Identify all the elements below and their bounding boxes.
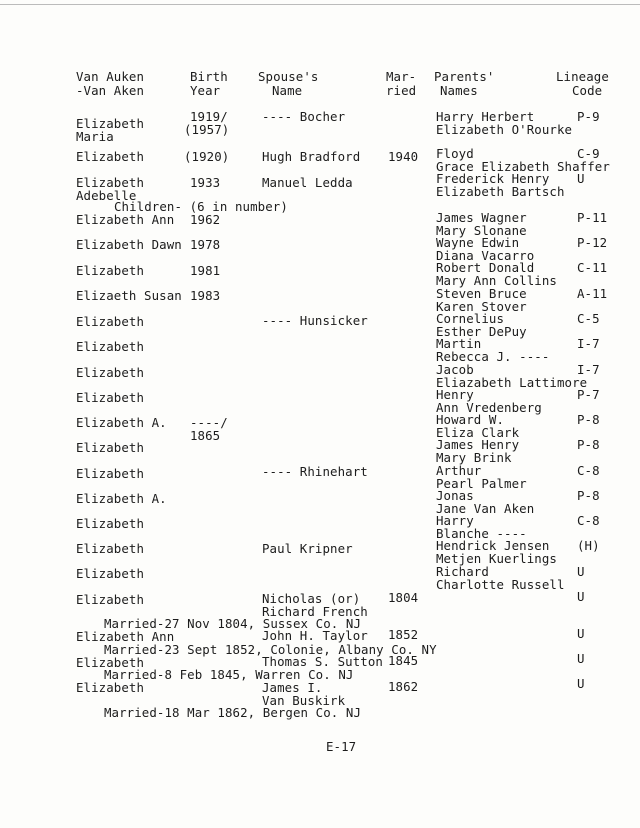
entry-parents-name: Ann Vredenberg: [436, 400, 542, 415]
entry-spouse-name: Thomas S. Sutton: [262, 654, 383, 669]
header-birth: Birth: [190, 69, 228, 84]
entry-birth-year: 1981: [190, 263, 221, 278]
marriage-note: Married-18 Mar 1862, Bergen Co. NJ: [104, 705, 362, 720]
entry-name: Elizabeth Dawn: [76, 237, 182, 252]
header-parents: Parents': [434, 69, 495, 84]
entry-parents-name: Elizabeth Bartsch: [436, 184, 565, 199]
entry-name: Elizabeth: [76, 566, 145, 581]
header-birth-line2: Year: [190, 83, 221, 98]
entry-spouse-name: ---- Hunsicker: [262, 313, 368, 328]
entry-parents-name: Metjen Kuerlings: [436, 551, 557, 566]
entry-name: Elizabeth: [76, 339, 145, 354]
header-married-line2: ried: [386, 83, 417, 98]
entry-name: Elizabeth: [76, 655, 145, 670]
entry-birth-year: (1920): [184, 149, 230, 164]
header-parents-line2: Names: [440, 83, 478, 98]
entry-parents-name: Pearl Palmer: [436, 476, 527, 491]
entry-name: Elizabeth: [76, 516, 145, 531]
entry-name: Elizabeth: [76, 149, 145, 164]
entry-name: Elizabeth: [76, 680, 145, 695]
marriage-note: Married-27 Nov 1804, Sussex Co. NJ: [104, 616, 362, 631]
entry-spouse-name: ---- Bocher: [262, 109, 346, 124]
entry-lineage-code: P-9: [577, 109, 600, 124]
entry-parents-name: Robert Donald: [436, 260, 535, 275]
page-number: E-17: [326, 739, 357, 754]
entry-name: Elizabeth: [76, 390, 145, 405]
entry-parents-name: Harry Herbert: [436, 109, 535, 124]
entry-name: Elizabeth A.: [76, 491, 167, 506]
header-spouse: Spouse's: [258, 69, 319, 84]
entry-lineage-code: U: [577, 676, 585, 691]
entry-married-year: 1845: [388, 653, 419, 668]
entry-parents-name: Eliazabeth Lattimore: [436, 375, 588, 390]
entry-married-year: 1852: [388, 627, 419, 642]
entry-name: Elizabeth: [76, 541, 145, 556]
entry-parents-name: Mary Ann Collins: [436, 273, 557, 288]
entry-birth-year: 1983: [190, 288, 221, 303]
entry-parents-name: Mary Slonane: [436, 223, 527, 238]
entry-lineage-code: P-8: [577, 412, 600, 427]
marriage-note: Married-23 Sept 1852, Colonie, Albany Co. NY: [104, 642, 437, 657]
entry-name: Elizabeth: [76, 440, 145, 455]
entry-name: Elizabeth Ann: [76, 629, 175, 644]
entry-parents-name: Martin: [436, 336, 482, 351]
entry-lineage-code: C-8: [577, 513, 600, 528]
entry-parents-name: Steven Bruce: [436, 286, 527, 301]
children-note: Children- (6 in number): [114, 199, 288, 214]
entry-parents-name: Elizabeth O'Rourke: [436, 122, 573, 137]
entry-name: Elizabeth: [76, 175, 145, 190]
entry-spouse-name: Richard French: [262, 604, 368, 619]
header-van-auken-line2: -Van Aken: [76, 83, 145, 98]
entry-spouse-name: Paul Kripner: [262, 541, 353, 556]
entry-spouse-name: James I.: [262, 680, 323, 695]
entry-parents-name: Karen Stover: [436, 299, 527, 314]
entry-parents-name: Jacob: [436, 362, 474, 377]
entry-lineage-code: C-9: [577, 146, 600, 161]
entry-parents-name: Charlotte Russell: [436, 577, 565, 592]
entry-name: Elizabeth A.: [76, 415, 167, 430]
entry-birth-year: 1919/: [190, 109, 228, 124]
entry-spouse-name: Nicholas (or): [262, 591, 361, 606]
entry-name: Elizabeth: [76, 365, 145, 380]
entry-name: Elizaeth Susan: [76, 288, 182, 303]
entry-name: Maria: [76, 129, 114, 144]
entry-spouse-name: Van Buskirk: [262, 693, 346, 708]
entry-lineage-code: P-7: [577, 387, 600, 402]
entry-parents-name: Rebecca J. ----: [436, 349, 550, 364]
entry-parents-name: Henry: [436, 387, 474, 402]
entry-lineage-code: U: [577, 589, 585, 604]
entry-married-year: 1940: [388, 149, 419, 164]
entry-lineage-code: U: [577, 564, 585, 579]
entry-parents-name: Esther DePuy: [436, 324, 527, 339]
marriage-note: Married-8 Feb 1845, Warren Co. NJ: [104, 667, 354, 682]
entry-married-year: 1862: [388, 679, 419, 694]
entry-lineage-code: U: [577, 626, 585, 641]
entry-parents-name: Wayne Edwin: [436, 235, 520, 250]
entry-parents-name: Jane Van Aken: [436, 501, 535, 516]
header-married: Mar-: [386, 69, 417, 84]
header-lineage-line2: Code: [572, 83, 603, 98]
header-lineage: Lineage: [556, 69, 609, 84]
entry-parents-name: Mary Brink: [436, 450, 512, 465]
entry-lineage-code: I-7: [577, 362, 600, 377]
entry-parents-name: Harry: [436, 513, 474, 528]
entry-spouse-name: Manuel Ledda: [262, 175, 353, 190]
entry-parents-name: Frederick Henry: [436, 171, 550, 186]
entry-lineage-code: C-8: [577, 463, 600, 478]
header-van-auken: Van Auken: [76, 69, 145, 84]
entry-birth-year: 1865: [190, 428, 221, 443]
entry-lineage-code: P-8: [577, 437, 600, 452]
entry-name: Adebelle: [76, 188, 137, 203]
entry-parents-name: Jonas: [436, 488, 474, 503]
entry-parents-name: Grace Elizabeth Shaffer: [436, 159, 610, 174]
entry-name: Elizabeth: [76, 263, 145, 278]
entry-parents-name: Howard W.: [436, 412, 505, 427]
entry-parents-name: Cornelius: [436, 311, 505, 326]
entry-birth-year: 1933: [190, 175, 221, 190]
entry-spouse-name: John H. Taylor: [262, 628, 368, 643]
entry-parents-name: Hendrick Jensen: [436, 538, 550, 553]
entry-married-year: 1804: [388, 590, 419, 605]
entry-lineage-code: C-11: [577, 260, 608, 275]
entry-lineage-code: A-11: [577, 286, 608, 301]
entry-lineage-code: (H): [577, 538, 600, 553]
entry-birth-year: 1962: [190, 212, 221, 227]
entry-spouse-name: Hugh Bradford: [262, 149, 361, 164]
entry-lineage-code: P-12: [577, 235, 608, 250]
entry-birth-year: 1978: [190, 237, 221, 252]
scan-edge-line: [0, 4, 640, 5]
entry-parents-name: James Wagner: [436, 210, 527, 225]
entry-name: Elizabeth: [76, 592, 145, 607]
entry-name: Elizabeth: [76, 116, 145, 131]
entry-name: Elizabeth: [76, 314, 145, 329]
entry-parents-name: James Henry: [436, 437, 520, 452]
entry-parents-name: Richard: [436, 564, 489, 579]
entry-name: Elizabeth: [76, 466, 145, 481]
entry-parents-name: Diana Vacarro: [436, 248, 535, 263]
entry-lineage-code: U: [577, 651, 585, 666]
entry-parents-name: Floyd: [436, 146, 474, 161]
entry-lineage-code: P-8: [577, 488, 600, 503]
entry-birth-year: ----/: [190, 415, 228, 430]
entry-parents-name: Eliza Clark: [436, 425, 520, 440]
entry-birth-year: (1957): [184, 122, 230, 137]
entry-lineage-code: P-11: [577, 210, 608, 225]
entry-lineage-code: U: [577, 171, 585, 186]
header-spouse-line2: Name: [272, 83, 303, 98]
entry-spouse-name: ---- Rhinehart: [262, 464, 368, 479]
entry-parents-name: Arthur: [436, 463, 482, 478]
entry-name: Elizabeth Ann: [76, 212, 175, 227]
entry-parents-name: Blanche ----: [436, 526, 527, 541]
entry-lineage-code: C-5: [577, 311, 600, 326]
entry-lineage-code: I-7: [577, 336, 600, 351]
